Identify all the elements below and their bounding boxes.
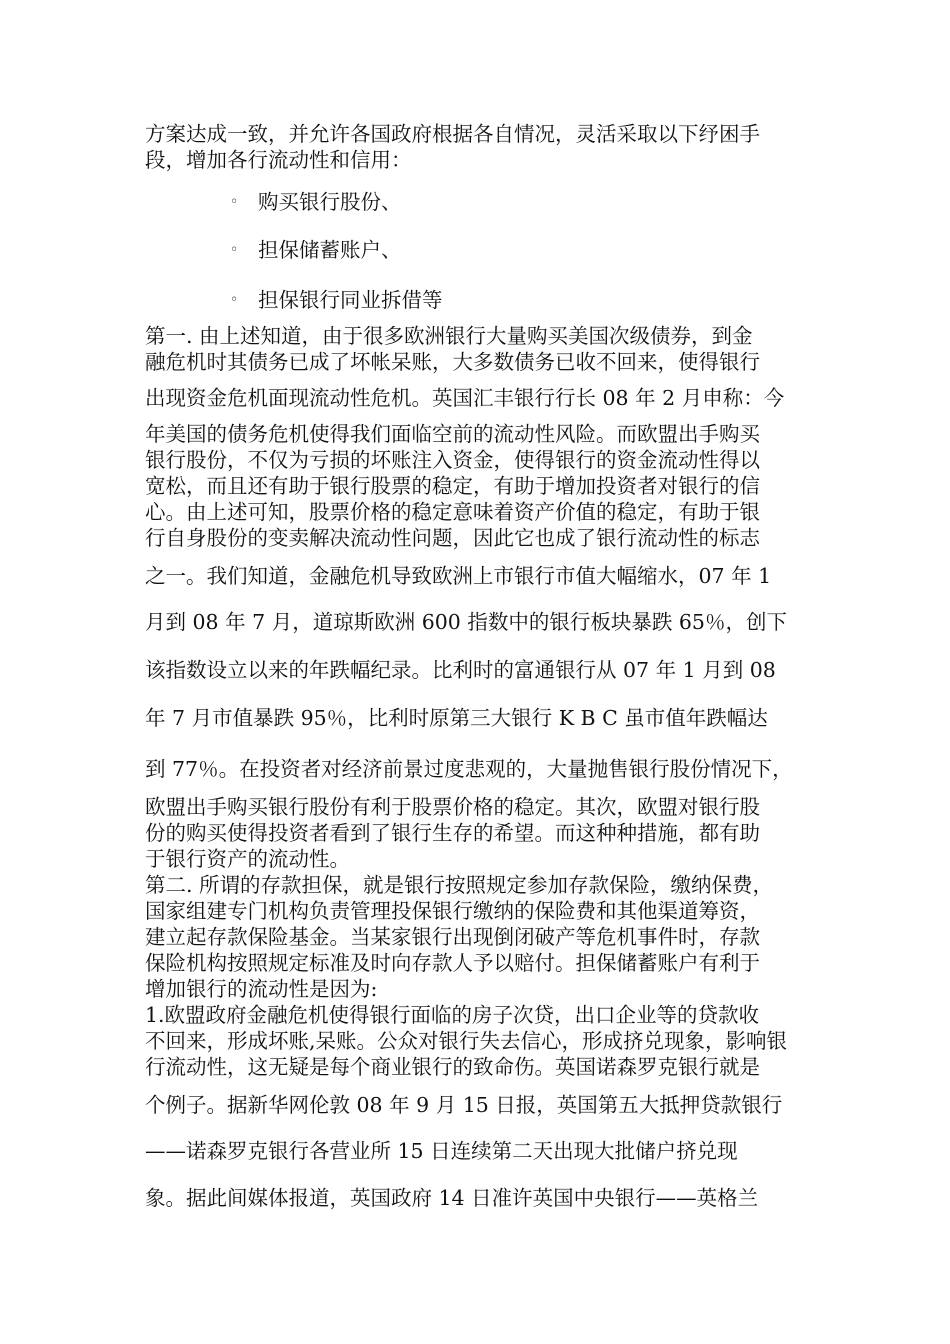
paragraph-line: 年 7 月市值暴跌 95％，比利时原第三大银行 K B C 虽市值年跌幅达 (145, 706, 768, 730)
paragraph-line: 心。由上述可知，股票价格的稳定意味着资产价值的稳定，有助于银 (145, 500, 760, 524)
list-item-text: 担保储蓄账户、 (258, 238, 402, 262)
paragraph-line: 行流动性，这无疑是每个商业银行的致命伤。英国诺森罗克银行就是 (145, 1055, 760, 1079)
paragraph-line: 段，增加各行流动性和信用： (145, 148, 412, 172)
list-item-text: 购买银行股份、 (258, 190, 402, 214)
paragraph-line: 出现资金危机面现流动性危机。英国汇丰银行行长 08 年 2 月申称：今 (145, 386, 785, 410)
paragraph-line: 年美国的债务危机使得我们面临空前的流动性风险。而欧盟出手购买 (145, 422, 760, 446)
paragraph-line: 象。据此间媒体报道，英国政府 14 日准许英国中央银行——英格兰 (145, 1186, 759, 1210)
paragraph-line: 1.欧盟政府金融危机使得银行面临的房子次贷，出口企业等的贷款收 (145, 1003, 760, 1027)
bullet-icon: ◦ (230, 242, 239, 258)
paragraph-line: 方案达成一致，并允许各国政府根据各自情况，灵活采取以下纾困手 (145, 122, 760, 146)
paragraph-line: 行自身股份的变卖解决流动性问题，因此它也成了银行流动性的标志 (145, 526, 760, 550)
paragraph-line: 银行股份，不仅为亏损的坏账注入资金，使得银行的资金流动性得以 (145, 448, 760, 472)
paragraph-line: 国家组建专门机构负责管理投保银行缴纳的保险费和其他渠道筹资， (145, 899, 760, 923)
paragraph-line: 不回来，形成坏账,呆账。公众对银行失去信心，形成挤兑现象，影响银 (145, 1029, 788, 1053)
list-item (230, 288, 443, 312)
paragraph-line: 保险机构按照规定标准及时向存款人予以赔付。担保储蓄账户有利于 (145, 951, 760, 975)
paragraph-line: 第一. 由上述知道，由于很多欧洲银行大量购买美国次级债券，到金 (145, 324, 753, 348)
list-item-text: 担保银行同业拆借等 (258, 288, 443, 312)
bullet-icon: ◦ (230, 194, 239, 210)
paragraph-line: 该指数设立以来的年跌幅纪录。比利时的富通银行从 07 年 1 月到 08 (145, 658, 776, 682)
paragraph-line: 到 77％。在投资者对经济前景过度悲观的，大量抛售银行股份情况下， (145, 757, 793, 781)
paragraph-line: 融危机时其债务已成了坏帐呆账，大多数债务已收不回来，使得银行 (145, 350, 760, 374)
paragraph-line: 建立起存款保险基金。当某家银行出现倒闭破产等危机事件时，存款 (145, 925, 760, 949)
paragraph-line: 于银行资产的流动性。 (145, 847, 350, 871)
list-item (230, 190, 402, 214)
paragraph-line: 欧盟出手购买银行股份有利于股票价格的稳定。其次，欧盟对银行股 (145, 795, 760, 819)
paragraph-line: 增加银行的流动性是因为: (145, 977, 378, 1001)
paragraph-line: 月到 08 年 7 月，道琼斯欧洲 600 指数中的银行板块暴跌 65％，创下 (145, 610, 787, 634)
paragraph-line: 宽松，而且还有助于银行股票的稳定，有助于增加投资者对银行的信 (145, 474, 760, 498)
paragraph-line: ——诺森罗克银行各营业所 15 日连续第二天出现大批储户挤兑现 (145, 1139, 738, 1163)
paragraph-line: 份的购买使得投资者看到了银行生存的希望。而这种种措施，都有助 (145, 821, 760, 845)
list-item (230, 238, 402, 262)
bullet-icon: ◦ (230, 292, 239, 308)
paragraph-line: 之一。我们知道，金融危机导致欧洲上市银行市值大幅缩水，07 年 1 (145, 564, 772, 588)
paragraph-line: 个例子。据新华网伦敦 08 年 9 月 15 日报，英国第五大抵押贷款银行 (145, 1093, 783, 1117)
paragraph-line: 第二. 所谓的存款担保，就是银行按照规定参加存款保险，缴纳保费， (145, 873, 774, 897)
